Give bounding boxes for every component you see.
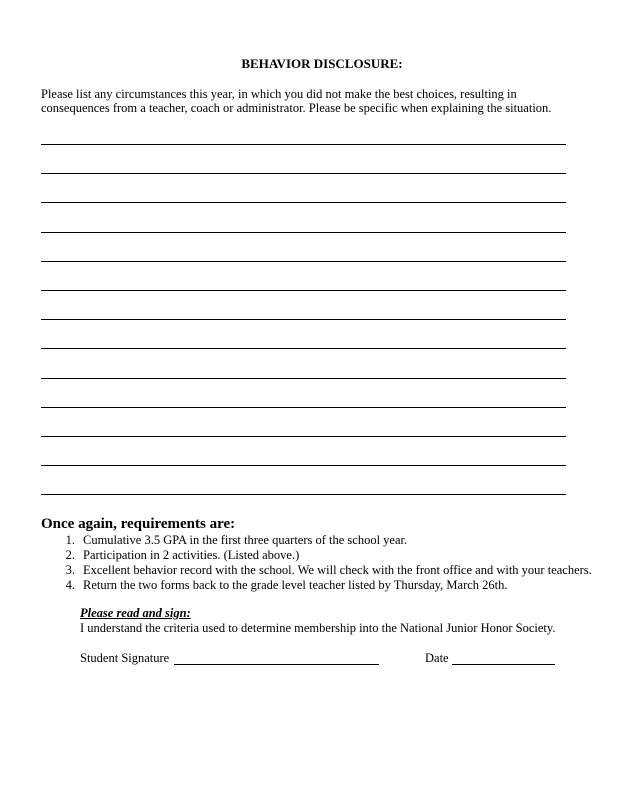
requirement-number: 4. [65, 578, 75, 592]
requirement-number: 2. [65, 548, 75, 562]
requirement-number: 1. [65, 533, 75, 547]
answer-line[interactable] [41, 348, 566, 349]
requirement-item [41, 578, 631, 593]
answer-line[interactable] [41, 290, 566, 291]
requirements-heading: Once again, requirements are: [41, 516, 236, 532]
answer-line[interactable] [41, 202, 566, 203]
requirement-text: Return the two forms back to the grade level teacher listed by Thursday, March 26th. [83, 578, 508, 592]
answer-line[interactable] [41, 261, 566, 262]
requirement-text: Excellent behavior record with the school. We will check with the front office and with your teachers. [83, 563, 592, 577]
answer-line[interactable] [41, 378, 566, 379]
answer-line[interactable] [41, 407, 566, 408]
instructions-line-2: consequences from a teacher, coach or administrator. Please be specific when explaining the situation. [41, 101, 552, 115]
requirement-item [41, 533, 631, 548]
requirement-text: Participation in 2 activities. (Listed above.) [83, 548, 300, 562]
answer-line[interactable] [41, 232, 566, 233]
page-title: BEHAVIOR DISCLOSURE: [241, 56, 403, 71]
requirements-list [41, 533, 631, 593]
instructions [41, 87, 601, 115]
requirement-text: Cumulative 3.5 GPA in the first three quarters of the school year. [83, 533, 408, 547]
answer-line[interactable] [41, 173, 566, 174]
answer-line[interactable] [41, 465, 566, 466]
read-and-sign-heading: Please read and sign: [80, 606, 191, 620]
date-field[interactable] [452, 664, 555, 665]
date-label: Date [425, 651, 449, 665]
requirement-item [41, 563, 631, 578]
student-signature-field[interactable] [174, 664, 379, 665]
answer-line[interactable] [41, 319, 566, 320]
requirement-number: 3. [65, 563, 75, 577]
requirement-item [41, 548, 631, 563]
instructions-line-1: Please list any circumstances this year, in which you did not make the best choices, resulting in [41, 87, 517, 101]
answer-line[interactable] [41, 494, 566, 495]
answer-line[interactable] [41, 436, 566, 437]
answer-line[interactable] [41, 144, 566, 145]
student-signature-label: Student Signature [80, 651, 170, 665]
understanding-statement: I understand the criteria used to determine membership into the National Junior Honor Society. [80, 621, 556, 635]
